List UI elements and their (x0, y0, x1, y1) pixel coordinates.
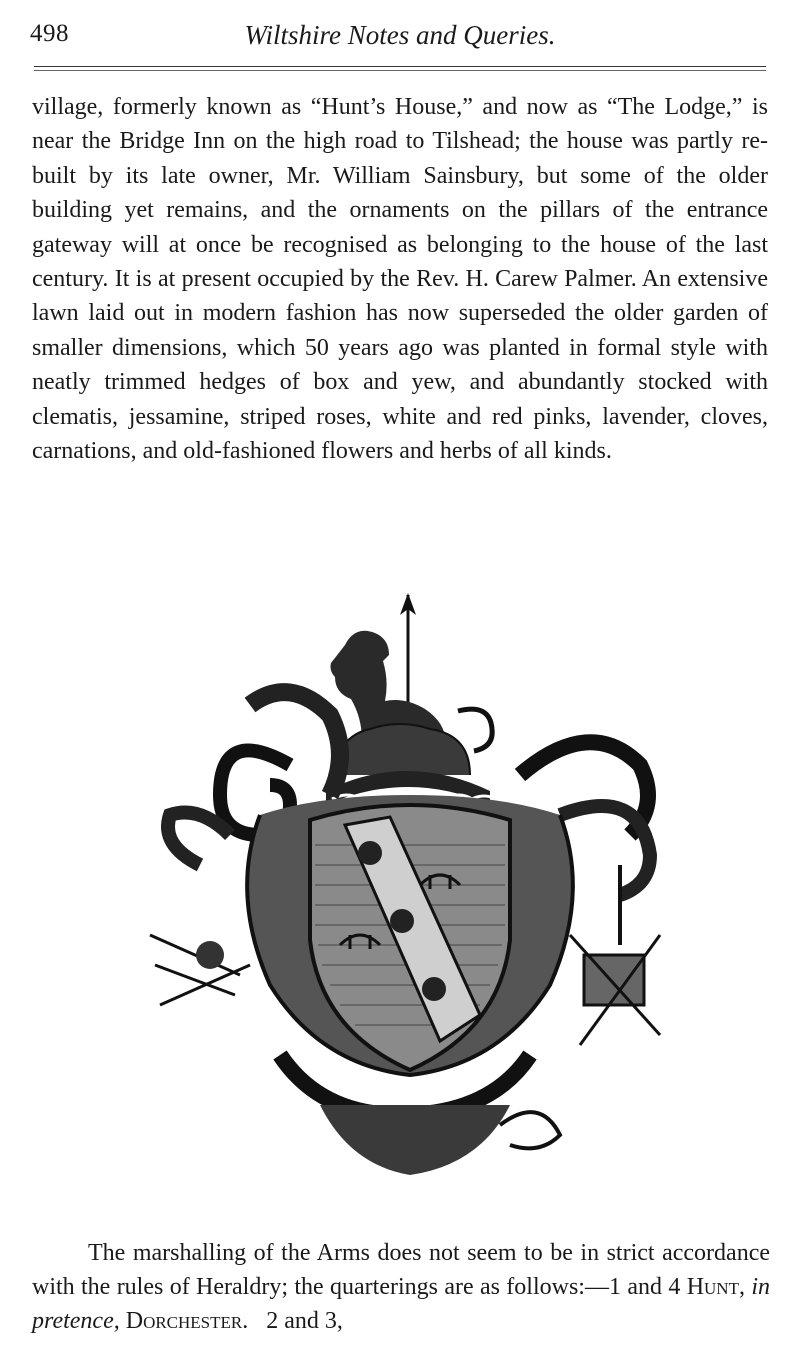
page-number: 498 (30, 20, 69, 47)
header-rule (34, 66, 766, 67)
header-rule-thin (34, 70, 766, 71)
paragraph-2-lead: The marshalling of the Arms does not seem to be in strict accordance with the rules of Heraldry; the quarterings are as follows:— (32, 1240, 770, 1300)
running-title: Wiltshire Notes and Queries. (244, 20, 556, 50)
in-pretence: in pretence, (32, 1274, 771, 1334)
body-paragraph-1: village, formerly known as “Hunt’s House,” and now as “The Lodge,” is near the Bridge Inn on the high road to Tilshead; the house was partly re-built by its late owner, Mr. William Sainsbury, but some of the older building yet remains, and the ornaments on the pillars of the entrance gateway will at once be recognised as belonging to the house of the last century. It is at present occupied by the Rev. H. Carew Palmer. An extensive lawn laid out in modern fashion has now superseded the older garden of smaller dimensions, which 50 years ago was planted in formal style with neatly trimmed hedges of box and yew, and abundantly stocked with clematis, jessamine, striped roses, white and red pinks, lavender, cloves, carnations, and old-fashioned flowers and herbs of all kinds. (32, 94, 768, 465)
name-dorchester: Dorchester. (125, 1308, 249, 1334)
coat-of-arms-engraving (140, 585, 680, 1185)
quartering-2-3: 2 and 3, (266, 1308, 343, 1334)
name-hunt: Hunt, (686, 1274, 745, 1300)
quartering-1-4: 1 and 4 (608, 1274, 681, 1300)
body-paragraph-2 (32, 1236, 770, 1338)
